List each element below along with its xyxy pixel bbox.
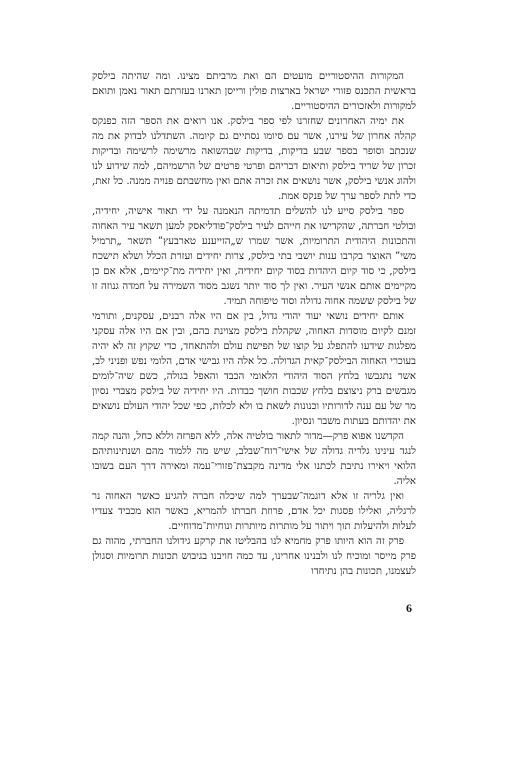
page-number: 6 (406, 601, 412, 615)
paragraph: אותם יחידים נושאי יעוד יהודי גדול, בין אם היו אלה רבנים, עסקנים, ותורמי זמנם לקיום מוסדות האחוה, שקהלת בילסק מצוינת בהם, ובין אם היו אלה עסקני מפלגות שידעו להתפלג על קוצו של תפישת עולם ולהתאחד, כדי שקוץ זה לא יהיה בעוכרי האחוה הבילסק־קאית הגדולה. כל אלה היו גבישי אדם, הלומי נפש ופניני לב, אשר נתגבשו בלחץ הסוד היהודי הלאומי הכבד והאפל בגולה, כשם שיה־לומים מגבשים ברק ניצוצם בלחץ שכבות חושך כבדות. היו יחידיה של בילסק מצברי נסיון מר של עם ענה לדורותיו וכנונות לשאת בו ולא לכלות, כפי שכל יהודי העולם נושאים את יהדותם בעתות משבר ונסיון. (92, 311, 416, 427)
body-text (92, 69, 416, 579)
paragraph: הקדשנו אפוא פרק—מדור לתאור בולטיה אלה, ללא הפרזה וללא כחל, והנה קמה לנגד עינינו גלריה גדולה של אישי־רוח־שבלב, שיש מה ללמוד מהם ושנתינותיהם הלואי ויאירו נתיבת לכתנו אלי מדינה מקבצת־פזורי־עמה ומאירה דרך העם בשובו אליה. (92, 431, 416, 487)
paragraph: פרק זה הוא היותו פרק מחמיא לנו בהבליטו את קרקע גידולנו החברתי, מהוה גם פרק מייסר ומוכיח לנו ולבנינו אחרינו, עד כמה חויבנו בגיבוש תכונות תרומיות וסגולן לעצמנו, תכונות בהן נתיחדו (92, 536, 416, 577)
paragraph: ספר בילסק סייע לנו להשלים תדמיתה הנאמנה על ידי תאור אישיה, יחידיה, ובולטי חברתה, שהקדישו את חייהם לעיר בילסק־פודליאסק למען תשאר עיר האחוה והתכונות היהודית התרומיות, אשר שמרו ש„הזייענע טארבעץ” תשאר „תרמיל משי” האוצר בקרבו ענות יושבי בתי בילסק, צרות יחידים ועזרת הכלל ושלא תישכח בילסק, כי סוד קיום היהדות בסוד קיום יחידיה, ואין יחידיה מת־קיימים, אלא אם כן מקיימים אותם אנשי העיר. ואין לך סוד יותר נשגב מסוד השמירה על חמדה גנוזה זו של בילסק ששמה אחוה גדולה וסוד טיפוחה תמיד. (92, 206, 416, 307)
paragraph: את ימיה האחרונים שחזרנו לפי ספר בילסק. אנו רואים את הספר הזה כפנקס קהלה אחרון של עירנו, אשר עם סיומו נסתיים גם קיומה. השתדלנו לבדוק את מה שנכתב וסופר בספר שבע בדיקות, בדיקות שבהשואה מרשימה לרשימה ובדיקות זכרון של שריד בילסק ותיאום דבריהם ופרטי פרטים של הרשמיהם, למה שידוע לנו ולהוג אנשי בילסק, אשר נושאים את זכרה אתם ואין מחשבתם פנויה ממנה. כל זאת, כדי לתת לספר ערך של פנקס אמת. (92, 116, 416, 202)
paragraph: ואין גלריה זו אלא דוגמה־שבערך למה שיכלה חברה להגיע כאשר האחוה נר לרגליה, ואלילו פסגות יכל אדם, פרוזת חברתו להמריא, כאשר הוא מכביד צעדיו לעלות ולהיעלות תוך ויתור על מותרות מיותרות ונוחיות־מדוחיים. (92, 491, 416, 532)
paragraph: המקורות ההיסטוריים מועטים הם ואת מרביתם מצינו. ומה שהיתה בילסק בראשית התכנס פזורי ישראל בארצות פולין ורייסן תארנו בעזרתם תאור נאמן ותואם למקורות ולאזכורים ההיסטוריים. (92, 71, 416, 112)
